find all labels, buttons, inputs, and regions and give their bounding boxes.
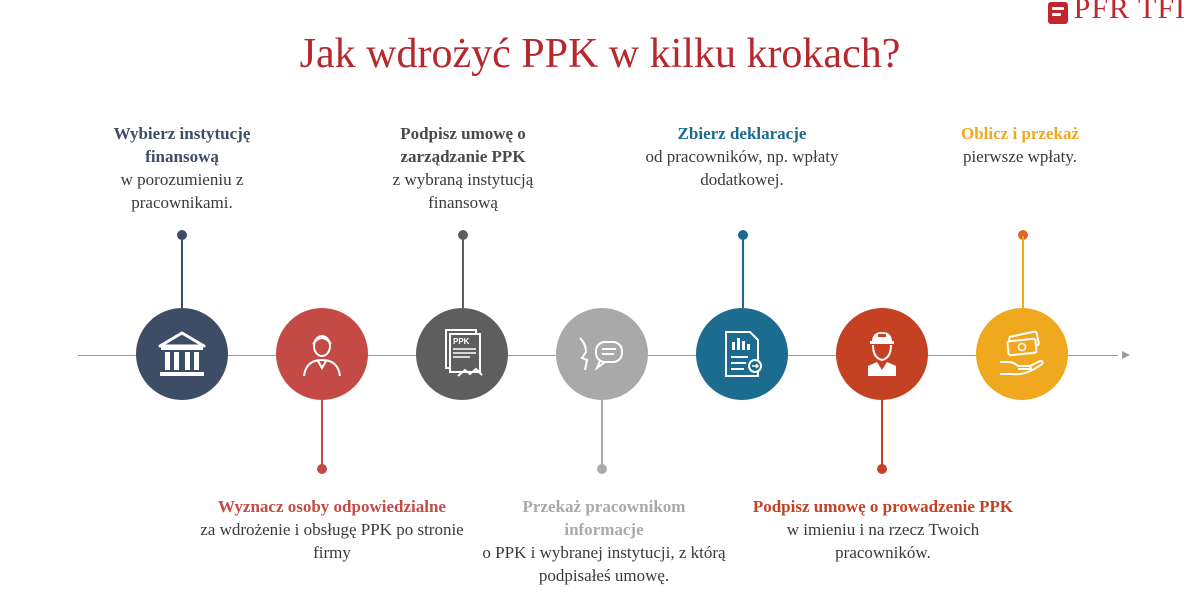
step-1-circle [136, 308, 228, 400]
step-4-text [482, 495, 726, 587]
step-2-connector [321, 400, 323, 466]
step-3-text [368, 122, 558, 214]
step-2-circle [276, 308, 368, 400]
step-1-connector [181, 236, 183, 308]
step-5-heading: Zbierz deklaracje [677, 124, 807, 143]
step-4-body: o PPK i wybranej instytucji, z którą podpisałeś umowę. [482, 543, 726, 585]
step-6-dot [877, 464, 887, 474]
step-4-dot [597, 464, 607, 474]
pfr-tfi-logo [1048, 0, 1186, 24]
page-title: Jak wdrożyć PPK w kilku krokach? [299, 31, 901, 77]
step-7-heading: Oblicz i przekaż [960, 124, 1080, 143]
ppk-label: PPK [453, 337, 470, 346]
step-5-circle [696, 308, 788, 400]
step-3-connector [462, 236, 464, 308]
step-6-body: w imieniu i na rzecz Twoich pracowników. [786, 520, 980, 562]
step-6-circle [836, 308, 928, 400]
step-1-text [82, 122, 282, 214]
step-7-body: pierwsze wpłaty. [962, 147, 1078, 166]
step-6-heading: Podpisz umowę o prowadzenie PPK [752, 497, 1014, 516]
money-hand-icon [992, 324, 1052, 384]
step-5-text [622, 122, 862, 191]
step-4-heading: Przekaż pracownikom informacje [522, 497, 686, 539]
person-icon [292, 324, 352, 384]
ppk-agreement-icon [432, 324, 492, 384]
bank-icon [152, 324, 212, 384]
step-2-dot [317, 464, 327, 474]
step-3-heading: Podpisz umowę o zarządzanie PPK [400, 124, 526, 166]
step-7-circle [976, 308, 1068, 400]
logo-mark-icon [1048, 2, 1068, 24]
step-2-text [200, 495, 464, 564]
document-chart-icon [712, 324, 772, 384]
timeline-arrowhead [1122, 351, 1130, 359]
step-4-circle [556, 308, 648, 400]
speech-bubble-icon [572, 324, 632, 384]
step-2-heading: Wyznacz osoby odpowiedzialne [218, 497, 446, 516]
step-3-circle [416, 308, 508, 400]
step-6-connector [881, 400, 883, 466]
step-4-connector [601, 400, 603, 466]
step-7-connector [1022, 236, 1024, 308]
step-1-heading: Wybierz instytucję finansową [113, 124, 251, 166]
step-5-connector [742, 236, 744, 308]
step-7-text [920, 122, 1120, 168]
step-2-body: za wdrożenie i obsługę PPK po stronie firmy [200, 520, 464, 562]
step-5-body: od pracowników, np. wpłaty dodatkowej. [645, 147, 839, 189]
step-1-body: w porozumieniu z pracownikami. [120, 170, 244, 212]
step-3-body: z wybraną instytucją finansową [392, 170, 534, 212]
step-6-text [750, 495, 1016, 564]
logo-text: PFR TFI [1073, 0, 1186, 25]
worker-icon [852, 324, 912, 384]
